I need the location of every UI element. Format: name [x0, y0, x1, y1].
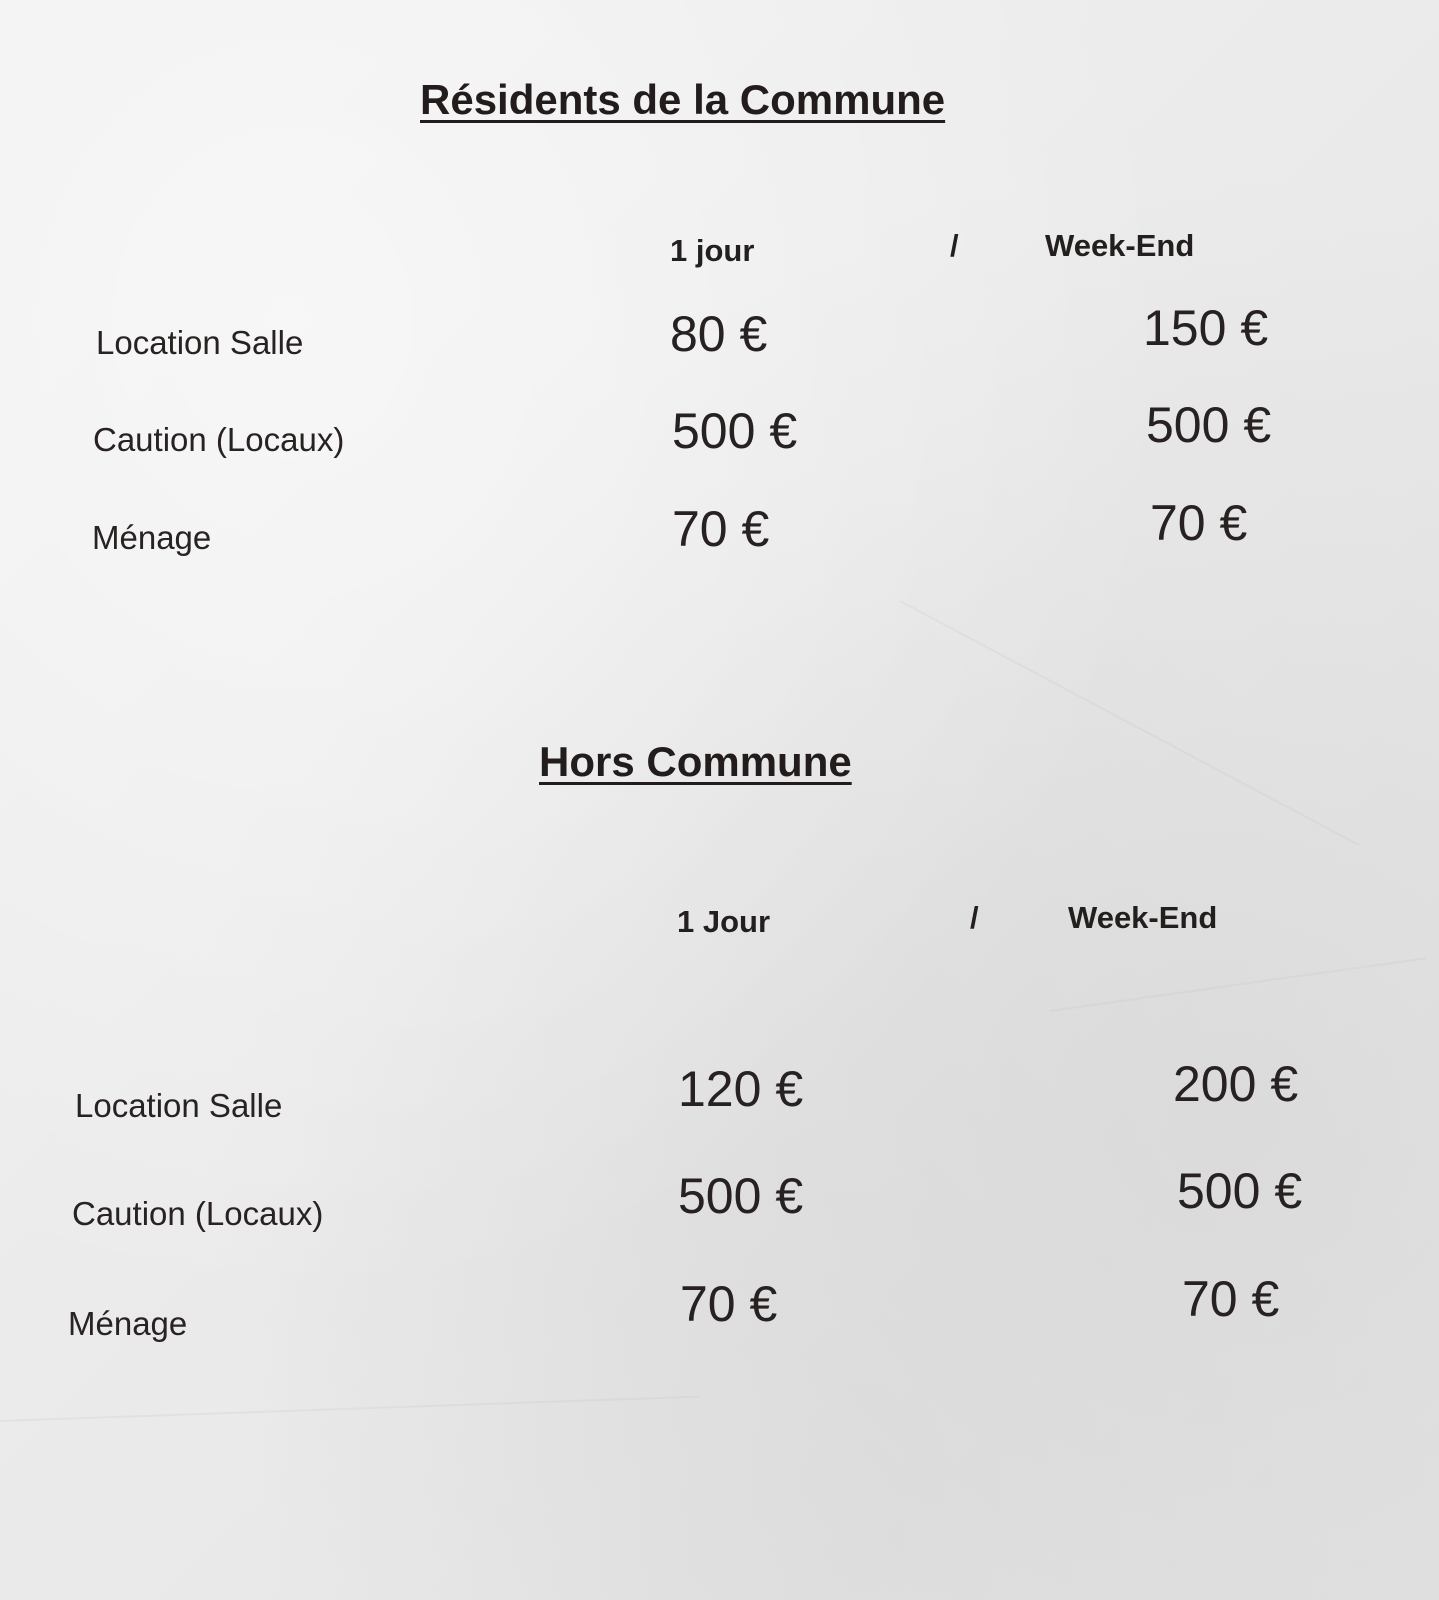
column-header-weekend: Week-End — [1068, 900, 1218, 935]
section-title: Hors Commune — [539, 738, 852, 785]
price-weekend: 150 € — [1143, 300, 1269, 356]
column-header-one-day: 1 jour — [670, 233, 755, 268]
column-header-separator: / — [950, 228, 959, 263]
row-label: Ménage — [92, 519, 212, 556]
price-one-day: 70 € — [680, 1276, 778, 1332]
row-label: Caution (Locaux) — [93, 421, 345, 458]
price-weekend: 70 € — [1182, 1271, 1280, 1327]
row-label: Ménage — [68, 1305, 188, 1342]
row-label: Location Salle — [96, 324, 304, 361]
price-one-day: 500 € — [678, 1168, 804, 1224]
paper-crease — [900, 600, 1360, 846]
row-label: Location Salle — [75, 1087, 283, 1124]
price-one-day: 80 € — [670, 306, 768, 362]
paper-crease — [0, 1396, 700, 1422]
price-weekend: 500 € — [1146, 397, 1272, 453]
column-header-separator: / — [970, 900, 979, 935]
price-one-day: 500 € — [672, 403, 798, 459]
price-weekend: 500 € — [1177, 1163, 1303, 1219]
paper-crease — [1050, 957, 1427, 1012]
column-header-one-day: 1 Jour — [677, 904, 771, 939]
section-title: Résidents de la Commune — [420, 76, 946, 123]
price-one-day: 70 € — [672, 501, 770, 557]
price-one-day: 120 € — [678, 1061, 804, 1117]
price-weekend: 200 € — [1173, 1056, 1299, 1112]
column-header-weekend: Week-End — [1045, 228, 1195, 263]
price-weekend: 70 € — [1150, 495, 1248, 551]
row-label: Caution (Locaux) — [72, 1195, 324, 1232]
